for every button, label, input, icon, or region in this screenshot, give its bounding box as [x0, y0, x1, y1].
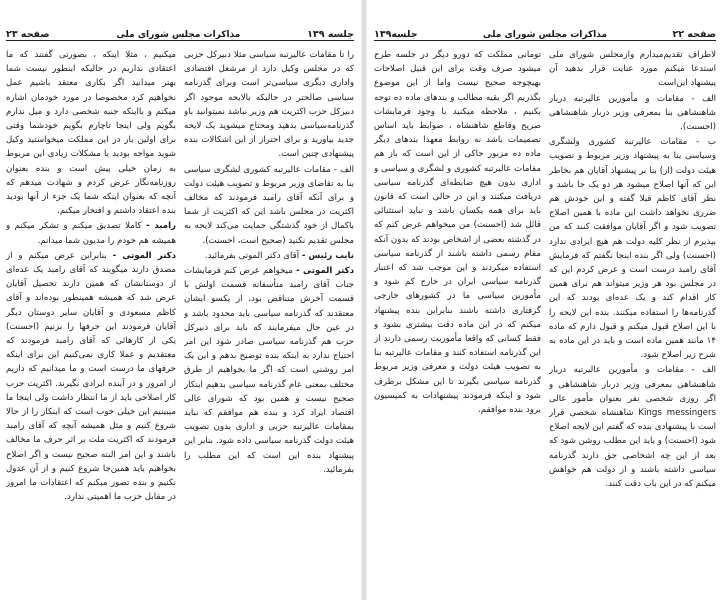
page-gutter	[361, 0, 367, 600]
session-number: جلسه۱۳۹	[374, 29, 418, 40]
running-title: مذاکرات مجلس شورای ملی	[483, 30, 608, 40]
paragraph	[549, 92, 716, 135]
text-column	[184, 48, 354, 594]
paragraph-text: الف - مقامات عالیرتبه کشوری لشگری سیاسی بنا به تقاضای وزیر مربوط و تصویب هیئت دولت و برای آنکه آقای رامبد فرمودند که مخالف اکثریت در مجلس باشد این که اکثریت از شما باکمال از خود گذشتگی حمایت می‌کند لایحه به مجلس تقدیم نکنید (صحیح است، احسنت).	[184, 164, 354, 246]
speaker-name: نایب رئیس -	[301, 250, 354, 261]
page-number: صفحه ۲۲	[672, 29, 716, 40]
text-column	[374, 48, 541, 594]
left-page	[0, 0, 360, 600]
paragraph-text: میکنیم ، مثلا اینکه ، بصورتی گفتند که ما اعتقادی نداریم در حالیکه اینطور نیست شما بهتر میدانید اگر بکاری معتقد باشیم عمل نخواهیم کرد مخصوصا در مورد خودمان اشاره میکنم و بااینکه جنبه شخصی دارد و میل ندارم بگویم ولی اینجا ناچارم بگویم خودشما وقتی برای اولین بار در این مملکت میخواستید وکیل شوید مواجه بودید با مشکلات زیادی این مربوط به زمان خیلی پیش است و بنده بعنوان روزنامه‌نگار عرض کردم و شهادت میدهم که آنچه که بعنوان اینکه شما یک جزء از آنها بودید بنده اعتقاد داشتم و افتخار میکنم.	[6, 50, 176, 217]
text-column	[549, 48, 716, 594]
text-columns	[6, 48, 354, 594]
text-column	[6, 48, 176, 594]
paragraph	[6, 48, 176, 218]
session-number: جلسه ۱۳۹	[307, 29, 354, 40]
paragraph	[549, 363, 716, 491]
right-page	[368, 0, 722, 600]
paragraph-text: آقای دکتر الموتی بفرمائید.	[204, 250, 300, 261]
paragraph-text: میخواهم عرض کنم فرمایشات جناب آقای رامبد متأسفانه قسمت اولش با قسمت آخرش متناقض بود، از یکسو ایشان معتقدند که گذرنامه سیاسی باید محدود باشد و در عین حال میفرمایند که باید برای دبیرکل حزب هم گذرنامه سیاسی صادر شود این امر احتیاج ندارد به اینکه بنده توضیح بدهم و این یک امر روشنی است که اگر ما بخواهیم از طرق مختلف بمعنی عام گذرنامه سیاسی بدهیم اینکار صحیح نیست و همین بود که شورای عالی اقتصاد ایراد کرد و بنده هم موافقم که نباید بمقامات عالیرتبه حزبی و اداری بدون تصویب هیئت دولت گذرنامه سیاسی داده شود. بنابر این پیشنهاد بنده این است که این مطلب را بفرمائید.	[184, 266, 354, 475]
paragraph	[184, 48, 354, 162]
page-header	[6, 24, 354, 41]
paragraph	[6, 249, 176, 505]
paragraph	[6, 219, 176, 247]
paragraph	[184, 249, 354, 263]
paragraph-text: کاملا تصدیق میکنم و تشکر میکنم و همیشه هم خودم را مدیون شما میدانم.	[6, 221, 176, 246]
paragraph-text: را تا مقامات عالیرتبه سیاسی مثلا دبیرکل حزبی که در مجلس وکیل دارد از مرشغل اقتصادی واداری دیگری سیاسی‌تر است وبرای گذرنامه سیاسی صالحتر در حالیکه بالایحه موجود اگر دبیرکل حزب اکثریت هم وزیر نباشد نمیتوانید باو گذرنامه‌سیاسی بدهید ومحتاج میشوید یک لایحه جدید بیاورید و برای احتراز از این اشکالات بنده پیشنهادی چنین است.	[184, 50, 354, 160]
paragraph-text: لاطراف تقدیم‌میدارم وازمجلس شورای ملی استدعا میکنم مورد عنایت قرار بدهید آن پیشنهاد این‌است	[549, 50, 716, 89]
paragraph-text: بنابراین عرض میکنم و از مصدق دارند میگویند که آقای رامبد یک عده‌ای از دوستانشان که همین دارند تحصیل آقایان عرض شد که همیشه همینطور بوده‌اند و آقای کاظم مسعودی و آقایان سایر دوستان دیگر آقایان فرمودند این حرفها را بزنیم (احسنت) یکی از کارهائی که آقای رامبد فرمودند که معتقدیم و عملا کاری نمی‌کنیم این برای اینکه حرفهای ما درست است و ما میدانیم که داریم از امروز و در آینده ایرادی نگیرند. اکثریت حزب کار اصلاحی باید از ما انتظار داشت ولی اینجا ما میبینیم این خیلی خوب است که اینکار را از حالا شروع کنیم و مثل همیشه آنچه که آقای رامبد فرمودند که اکثریت ملت بر اثر حرف ما مخالف باشند و این امر البته صحیح نیست و اگر اصلاح بخواهیم باید همین‌جا شروع کنیم و از آن عدول نکنیم و بنده تصور میکنم که اعتقادات ما امروز در مقابل حزب ما اهمیتی ندارد.	[6, 250, 176, 503]
paragraph	[549, 135, 716, 362]
paragraph-text: الف - مقامات و مأمورین عالیرتبه دربار شاهنشاهی بمعرفی وزیر دربار شاهنشاهی و اگر روزی شخصی نفر بعنوان مأمور عالی Kings messingers شاهنشاه شخصی قرار است با پیشنهادی‌ بنده که گفتم این لایحه اصلاح شود (احسنت) و باید این مطلب روشن شود که بعد از این چه اشخاصی حق دارند گذرنامه سیاسی داشته باشند و از دولت هم خواهش میکنم که در این باب دقت کنند.	[549, 365, 716, 490]
paragraph-text: الف - مقامات و مأمورین عالیرتبه دربار شاهنشاهی بنا بمعرفی وزیر دربار شاهنشاهی (احسنت).	[549, 93, 716, 133]
page-header	[374, 24, 716, 41]
speaker-name: دکتر الموتی -	[112, 250, 176, 261]
page-number: صفحه ۲۳	[6, 29, 50, 40]
running-title: مذاکرات مجلس شورای ملی	[116, 30, 241, 40]
paragraph	[374, 48, 541, 417]
paragraph-text: تومانی مملکت که دورو دیگر در جلسه طرح میشود صرف وقت برای این قبیل اصلاحات بهیچوجه صحیح نیست واما از این موضوع بگذریم اگر بقیه مطالب و بندهای ماده ده توجه بکنیم ، ملاحظه میکنید با وجود فرمایشات صریح وقاطع شاهنشاه ، ضوابط باید اساس تصمیمات باشد نه روابط معهذا بندهای دیگر ماده ده مزبور حاکی از این است که باز هم مقامات عالیرتبه کشوری و لشگری و سیاسی و اداری بدون هیچ ضابطه‌ای گذرنامه سیاسی دریافت میکنند و این در حالی است که قانون باید برای همه یکسان باشد و نباید استثنائی قائل شد (احسنت) من میخواهم عرض کنم که در گذشته بعضی از اشخاص بودند که بدون آنکه مقام رسمی داشته باشند از گذرنامه سیاسی استفاده میکردند و این موجب شد که اعتبار گذرنامه سیاسی ایران در خارج کم شود و مأمورین سیاسی ما در کشورهای خارجی گرفتاری داشته باشند بنابراین بنده پیشنهاد میکنم که در این ماده دقت بیشتری بشود و فقط کسانی که واقعا مأموریت رسمی دارند از این گذرنامه استفاده کنند و مقامات عالیرتبه بنا به تصویب هیئت دولت و معرفی وزیر مربوط گذرنامه سیاسی بگیرند تا این مشکل برطرف شود و اینکه فرمودند پیشنهادات به کمیسیون برود بنده موافقم.	[374, 50, 541, 416]
paragraph	[184, 264, 354, 477]
speaker-name: دکتر الموتی -	[296, 266, 354, 277]
speaker-name: رامبد -	[146, 221, 176, 232]
text-columns	[374, 48, 716, 594]
paragraph	[184, 163, 354, 248]
paragraph	[549, 48, 716, 91]
paragraph-text: ب - مقامات عالیرتبه کشوری ولشگری وسیاسی بنا به پیشنهاد وزیر مربوط و تصویب هیئت دولت (از) بنا بر پیشنهاد آقایان هم بخاطر این که آنها اصلاح میشود هر دو یک جا باشد و نظر آقای کاظم قبلا گفته و این خودش هم ضرری نخواهد داشت این ماده با همین اصلاح تصویب شود و اگر آقایان موافقت کنند که من بپذیرم از نظر کلیه دولت هم هیچ ایرادی ندارد (احسنت) ولی اگر بنده اینجا نگفتم که فرمایش آقای رامبد درست است و عرض کردم این که در مجلس بود هر وزیر میتواند هم برای همین کار اقدام کند و یک عده‌ای بودند که این گذرنامه‌ها را استفاده میکنند. بنده این لایحه را با این اصلاح قبول میکنم و قبول دارم که ماده ۱۴ مانند همین ماده است و باید در این ماده به شرح زیر اصلاح شود.	[549, 137, 716, 361]
